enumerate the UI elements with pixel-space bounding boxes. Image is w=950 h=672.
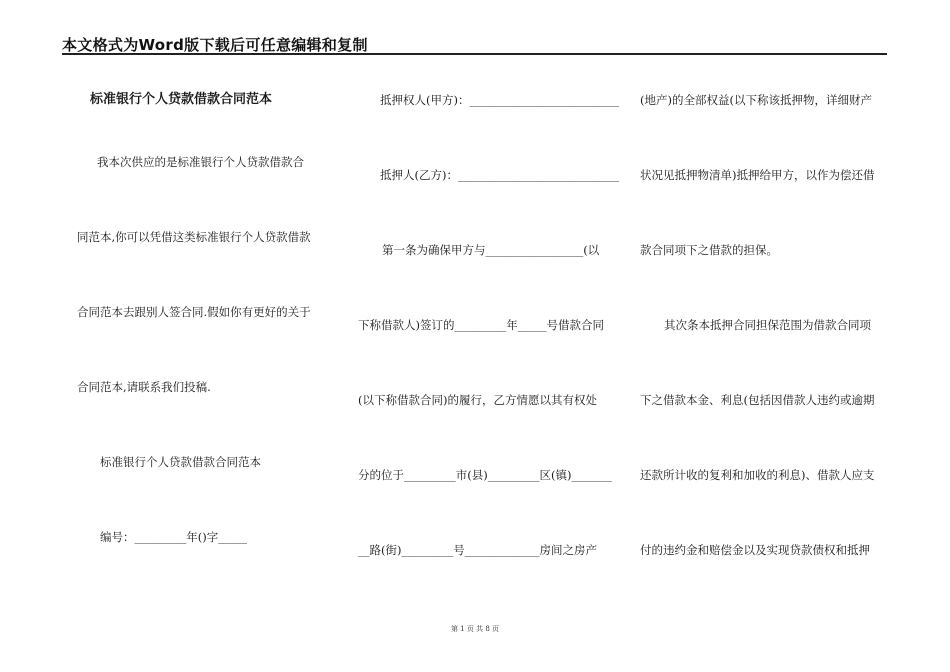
text-line: 状况见抵押物清单)抵押给甲方，以作为偿还借 xyxy=(640,168,875,182)
text-line: (地产)的全部权益(以下称该抵押物，详细财产 xyxy=(640,93,872,107)
text-line: 下称借款人)签订的_________年_____号借款合同 xyxy=(358,318,604,332)
mortgagor-line: 抵押人(乙方)：____________________________ xyxy=(380,168,619,182)
document-header: 本文格式为Word版下载后可任意编辑和复制 xyxy=(62,36,368,54)
text-line: (以下称借款合同)的履行，乙方情愿以其有权处 xyxy=(358,393,597,407)
mortgagee-line: 抵押权人(甲方)：__________________________ xyxy=(380,93,619,107)
document-title: 标准银行个人贷款借款合同范本 xyxy=(90,92,273,107)
text-line: __路(街)_________号_____________房间之房产 xyxy=(358,543,597,557)
contract-number-line: 编号：_________年()字_____ xyxy=(100,530,247,544)
page-number: 第 1 页 共 8 页 xyxy=(450,625,500,633)
text-line: 合同范本,请联系我们投稿. xyxy=(77,380,211,394)
subtitle-line: 标准银行个人贷款借款合同范本 xyxy=(100,455,261,469)
text-line: 还款所计收的复利和加收的利息)、借款人应支 xyxy=(640,468,875,482)
text-line: 款合同项下之借款的担保。 xyxy=(640,243,778,257)
text-line: 付的违约金和赔偿金以及实现贷款债权和抵押 xyxy=(640,543,870,557)
text-line: 我本次供应的是标准银行个人贷款借款合 xyxy=(97,155,304,169)
text-line: 分的位于_________市(县)_________区(镇)_______ xyxy=(358,468,612,482)
text-line: 合同范本去跟别人签合同.假如你有更好的关于 xyxy=(77,305,311,319)
text-line: 下之借款本金、利息(包括因借款人违约或逾期 xyxy=(640,393,875,407)
text-line: 第一条为确保甲方与_________________(以 xyxy=(382,243,600,257)
text-line: 其次条本抵押合同担保范围为借款合同项 xyxy=(664,318,871,332)
header-divider xyxy=(62,53,887,55)
text-line: 同范本,你可以凭借这类标准银行个人贷款借款 xyxy=(77,230,311,244)
